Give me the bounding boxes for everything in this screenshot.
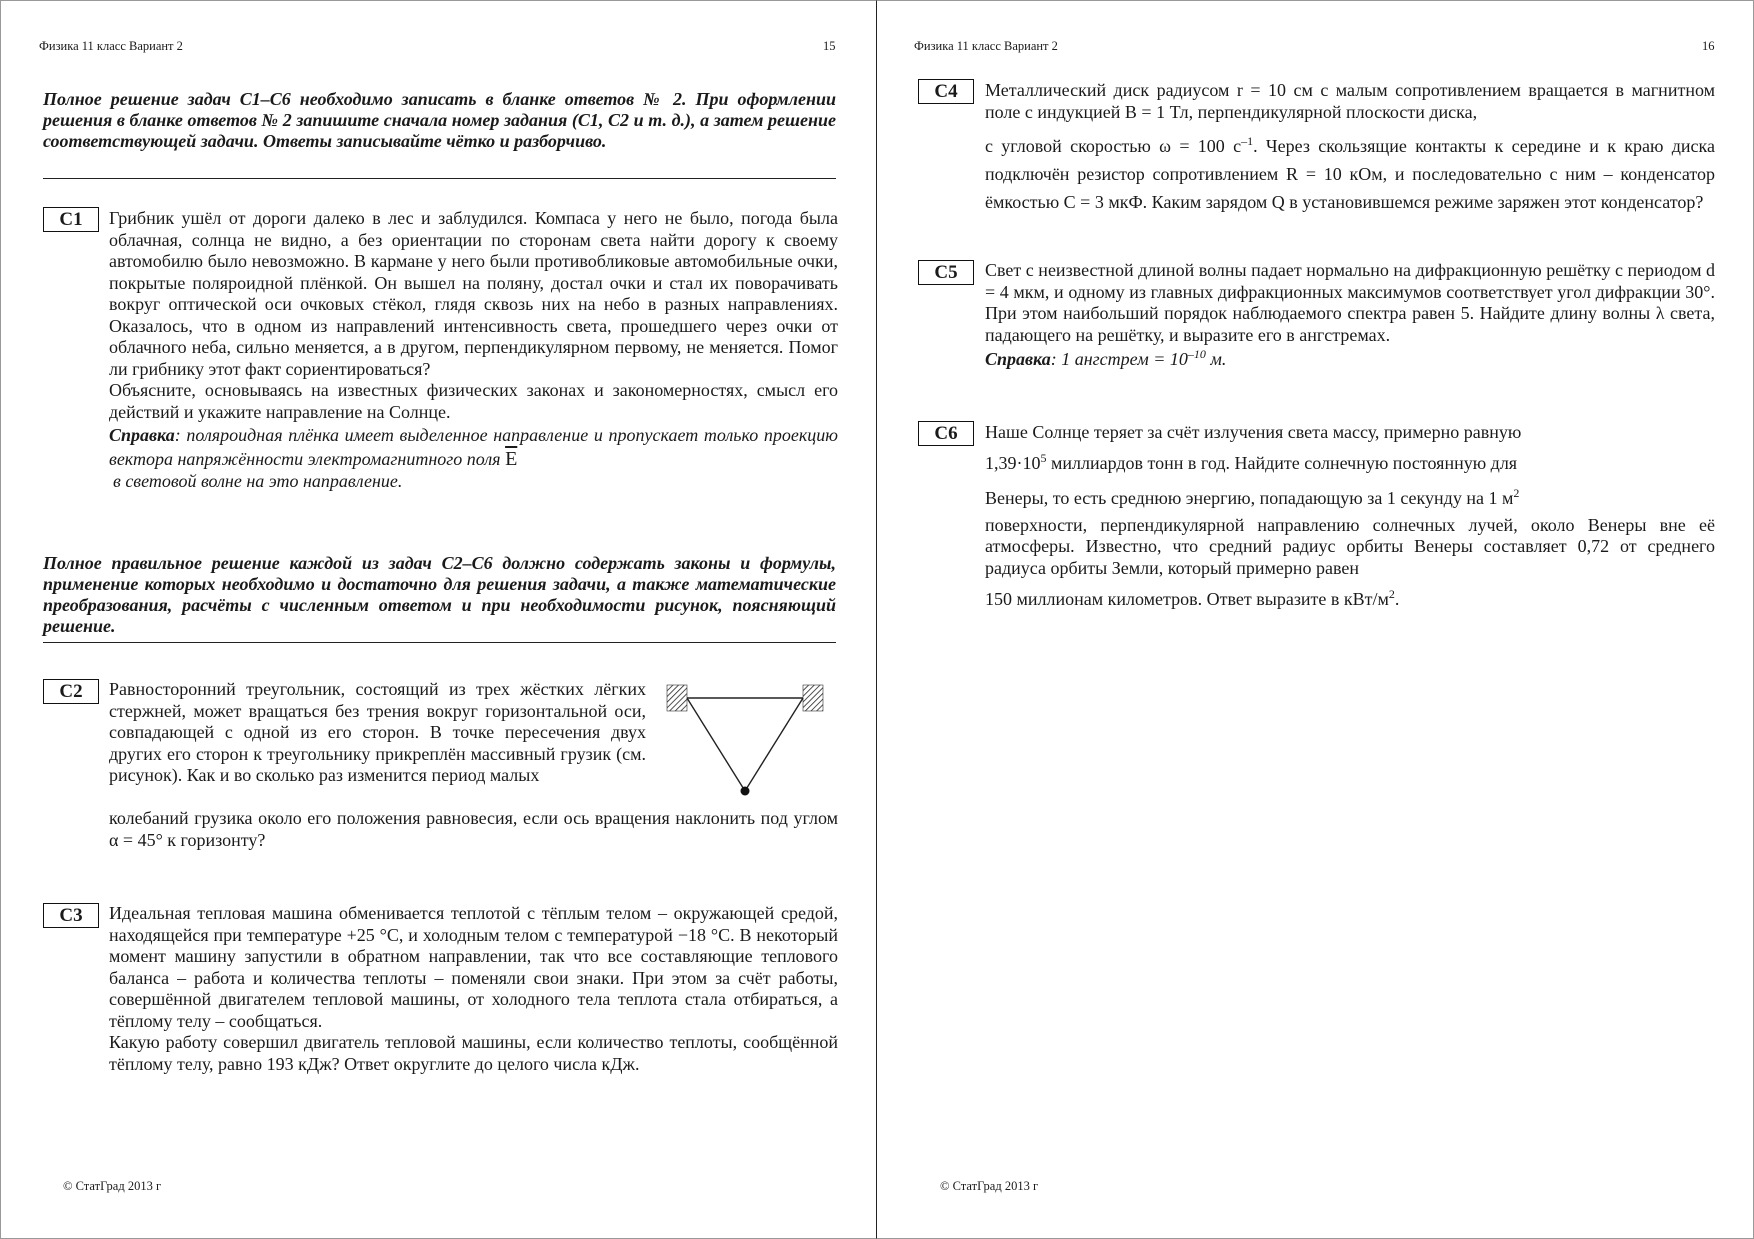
page-right [876, 0, 1754, 1239]
exponent: 5 [1040, 450, 1047, 465]
exponent: –10 [1187, 347, 1206, 361]
task-label-c4: C4 [918, 79, 974, 104]
task-c6-line5 [985, 589, 1715, 611]
task-c2-text-part2: колебаний грузика около его положения равновесия, если ось вращения наклонить под углом α = 45° к горизонту? [109, 808, 838, 850]
reference-text: : поляроидная плёнка имеет выделенное направление и пропускает только проекцию вектора напряжённости электромагнитного поля [109, 425, 838, 469]
reference-label: Справка [109, 425, 175, 445]
task-c6-line2-rest: миллиардов тонн в год. Найдите солнечную постоянную для [1046, 452, 1518, 473]
triangle-pendulum-figure [665, 681, 825, 799]
instruction-block-2: Полное правильное решение каждой из задач С2–С6 должно содержать законы и формулы, применение которых необходимо и достаточно для решения задачи, а также математические преобразования, расчёты с численным ответом и при необходимости рисунок, поясняющий решение. [43, 553, 836, 636]
task-c6-line3 [985, 488, 1715, 510]
task-c4-line1: Металлический диск радиусом r = 10 см с малым сопротивлением вращается в магнитном поле с индукцией B = 1 Тл, перпендикулярной плоскости диска, [985, 80, 1715, 122]
task-c6-line2 [985, 450, 1715, 475]
period: . [1394, 589, 1400, 609]
task-c5-reference [985, 349, 1715, 371]
task-c6-line4: поверхности, перпендикулярной направлению солнечных лучей, около Венеры вне её атмосферы. Известно, что средний радиус орбиты Венеры составляет 0,72 от среднего радиуса орбиты Земли, который примерно равен [985, 514, 1715, 578]
reference-unit: м. [1205, 349, 1227, 369]
task-c6 [985, 422, 1715, 611]
task-c5-text: Свет с неизвестной длиной волны падает нормально на дифракционную решётку с периодом d = 4 мкм, и одному из главных дифракционных максимумов соответствует угол дифракции 30°. При этом наибольший порядок наблюдаемого спектра равен 5. Найдите длину волны λ света, падающего на решётку, и выразите его в ангстремах. [985, 260, 1715, 345]
task-label-c3: C3 [43, 903, 99, 928]
task-c1-text2: Объясните, основываясь на известных физических законах и закономерностях, смысл его действий и укажите направление на Солнце. [109, 380, 838, 422]
instruction-block-1: Полное решение задач С1–С6 необходимо записать в бланке ответов № 2. При оформлении решения в бланке ответов № 2 запишите сначала номер задания (С1, С2 и т. д.), а затем решение соответствующей задачи. Ответы записывайте чётко и разборчиво. [43, 89, 836, 151]
task-c1-reference-end: в световой волне на это направление. [113, 471, 403, 491]
header-subject: Физика 11 класс Вариант 2 [39, 39, 183, 53]
task-label-c2: C2 [43, 679, 99, 704]
task-c1-reference [109, 423, 838, 471]
task-label-c1: C1 [43, 207, 99, 232]
exponent: –1 [1241, 134, 1254, 148]
task-label-c6: C6 [918, 421, 974, 446]
divider [43, 642, 836, 643]
divider [43, 178, 836, 179]
vector-e-symbol: $\overline{E}$ [505, 448, 518, 470]
exponent: 2 [1388, 587, 1395, 601]
footer-copyright: © СтатГрад 2013 г [63, 1179, 162, 1193]
header-subject: Физика 11 класс Вариант 2 [914, 39, 1058, 53]
task-c4 [985, 80, 1715, 216]
exponent: 2 [1513, 486, 1520, 500]
page-left [0, 0, 876, 1239]
page-number: 16 [1702, 39, 1715, 53]
right-support-hatch [803, 685, 823, 711]
page-number: 15 [823, 39, 836, 53]
weight-mass [741, 787, 750, 796]
task-c3 [109, 903, 838, 1075]
mass-value: 1,39·10 [985, 452, 1041, 473]
task-label-c5: C5 [918, 260, 974, 285]
triangle-left-rod [687, 698, 745, 791]
task-c5 [985, 260, 1715, 371]
task-c4-rest: . Через скользящие контакты к середине и к краю диска подключён резистор сопротивлением R = 10 кОм, и последовательно с ним – конденсатор ёмкостью C = 3 мкФ. Каким зарядом Q в установившемся режиме заряжен этот конденсатор? [985, 136, 1716, 212]
task-c6-line1: Наше Солнце теряет за счёт излучения света массу, примерно равную [985, 422, 1522, 442]
reference-label: Справка [985, 349, 1051, 369]
triangle-right-rod [745, 698, 803, 791]
left-support-hatch [667, 685, 687, 711]
task-c1-text: Грибник ушёл от дороги далеко в лес и заблудился. Компаса у него не было, погода была облачная, солнца не видно, а без ориентации по сторонам света найти дорогу к своему автомобилю было невозможно. В кармане у него были противобликовые автомобильные очки, покрытые поляроидной плёнкой. Он вышел на поляну, достал очки и стал их поворачивать вокруг оптической оси очковых стёкол, глядя сквозь них на небо в разных направлениях. Оказалось, что в одном из направлений интенсивность света, прошедшего через очки от облачного неба, сильно меняется, а в другом, перпендикулярном первому, не меняется. Помог ли грибнику этот факт сориентироваться? [109, 208, 838, 379]
task-c3-text: Идеальная тепловая машина обменивается теплотой с тёплым телом – окружающей средой, находящейся при температуре +25 °С, и холодным телом с температурой −18 °С. В некоторый момент машину запустили в обратном направлении, так что все составляющие теплового баланса – работа и количества теплоты – поменяли свои знаки. При этом за счёт работы, совершённой двигателем тепловой машины, от холодного тела теплота стала отбираться, а тёплому телу – сообщаться. [109, 903, 838, 1031]
task-c4-line2 [985, 132, 1715, 216]
footer-copyright: © СтатГрад 2013 г [940, 1179, 1039, 1193]
task-c6-line3-text: Венеры, то есть среднюю энергию, попадающую за 1 секунду на 1 м [985, 488, 1514, 508]
angular-speed-text: с угловой скоростью ω = 100 с [985, 136, 1242, 156]
task-c2-text-part1: Равносторонний треугольник, состоящий из трех жёстких лёгких стержней, может вращаться без трения вокруг горизонтальной оси, совпадающей с одной из его сторон. В точке пересечения двух других его сторон к треугольнику прикреплён массивный грузик (см. рисунок). Как и во сколько раз изменится период малых [109, 679, 646, 785]
task-c6-line5-text: 150 миллионам километров. Ответ выразите в кВт/м [985, 589, 1389, 609]
reference-text: : 1 ангстрем = 10 [1050, 349, 1188, 369]
task-c3-text2: Какую работу совершил двигатель тепловой машины, если количество теплоты, сообщённой тёплому телу, равно 193 кДж? Ответ округлите до целого числа кДж. [109, 1032, 838, 1074]
task-c1 [109, 208, 838, 493]
